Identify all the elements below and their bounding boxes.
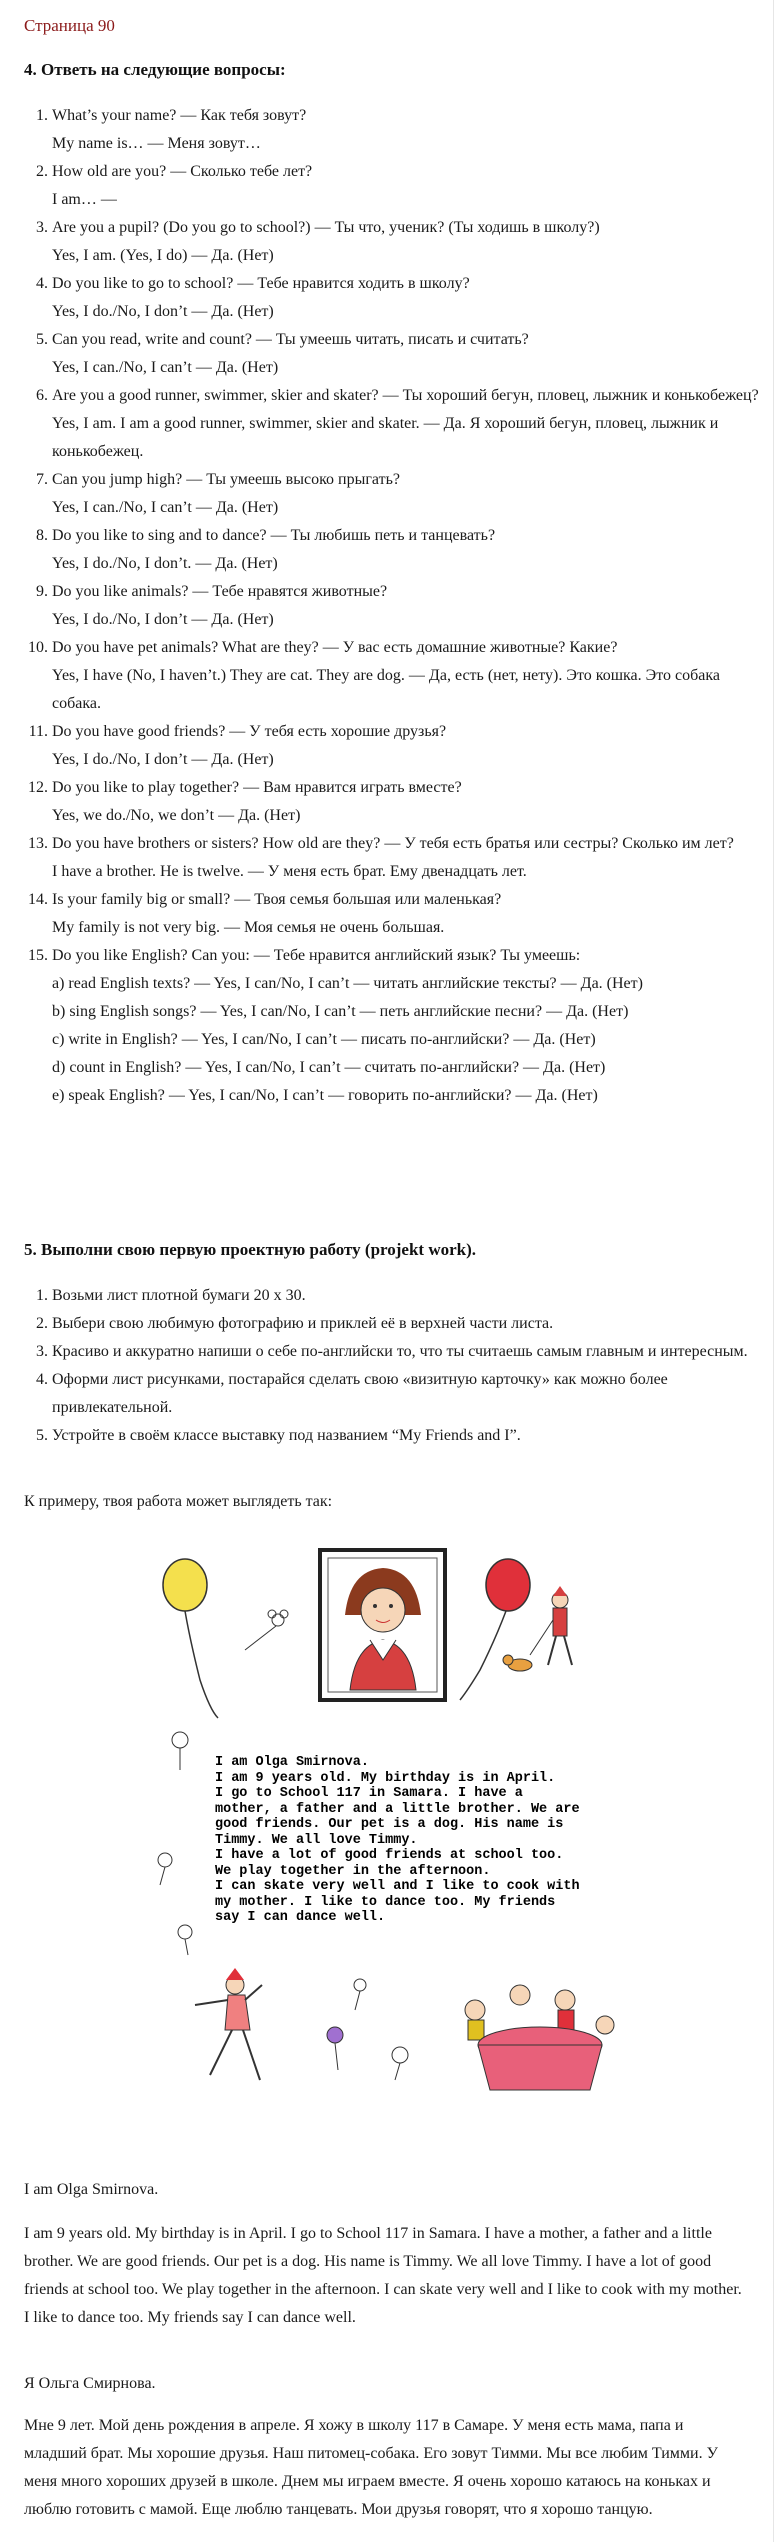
question-item — [52, 326, 772, 382]
answer-text: Yes, I can./No, I can’t — Да. (Нет) — [52, 359, 279, 376]
english-title: I am Olga Smirnova. — [24, 2181, 159, 2198]
answer-text: Yes, we do./No, we don’t — Да. (Нет) — [52, 807, 301, 824]
flower-icon — [392, 2047, 408, 2080]
sub-answer-text: e) speak English? — Yes, I can/No, I can’t — говорить по-английски? — Да. (Нет) — [52, 1087, 598, 1104]
question-item — [52, 774, 772, 830]
answer-text: Yes, I have (No, I haven’t.) They are cat. They are dog. — Да, есть (нет, нету). Это кошка. Это собака собака. — [52, 667, 720, 712]
answer-text: Yes, I do./No, I don’t — Да. (Нет) — [52, 751, 274, 768]
answer-text: My family is not very big. — Моя семья не очень большая. — [52, 919, 445, 936]
question-text: 2. How old are you? — Сколько тебе лет? — [52, 163, 313, 180]
flower-icon — [172, 1732, 188, 1770]
skater-icon — [195, 1968, 262, 2080]
question-text: 1. What’s your name? — Как тебя зовут? — [52, 107, 307, 124]
question-text: 15. Do you like English? Can you: — Тебе нравится английский язык? Ты умеешь: — [52, 947, 581, 964]
family-at-table-icon — [465, 1985, 614, 2090]
flower-icon — [327, 2027, 343, 2070]
question-item — [52, 634, 772, 718]
russian-title: Я Ольга Смирнова. — [24, 2375, 156, 2392]
question-text: 5. Can you read, write and count? — Ты умеешь читать, писать и считать? — [52, 331, 529, 348]
answer-text: Yes, I am. (Yes, I do) — Да. (Нет) — [52, 247, 274, 264]
russian-body: Мне 9 лет. Мой день рождения в апреле. Я хожу в школу 117 в Самаре. У меня есть мама, папа и младший брат. Мы хорошие друзья. Наш питомец-собака. Его зовут Тимми. Мы все любим Тимми. У меня много хороших друзей в школе. Днем мы играем вместе. Я очень хорошо катаюсь на коньках и люблю готовить с мамой. Еще люблю танцевать. Мои друзья говорят, что я хорошо танцую. — [24, 2417, 718, 2518]
project-step: 1. Возьми лист плотной бумаги 20 х 30. — [52, 1282, 772, 1310]
question-item — [52, 522, 772, 578]
question-item — [52, 270, 772, 326]
answer-text: My name is… — Меня зовут… — [52, 135, 261, 152]
yellow-balloon-icon — [163, 1559, 218, 1718]
flower-icon — [354, 1979, 366, 2010]
illustration-text: I am Olga Smirnova. I am 9 years old. My birthday is in April. I go to School 117 in Samara. I have a mother, a father and a little brother. We are good friends. Our pet is a dog. His name is Timmy. We all love Timmy. I have a lot of good friends at school too. We play together in the afternoon. I can skate very well and I like to cook with my mother. I like to dance too. My friends say I can dance well. — [215, 1755, 580, 1925]
example-intro: К примеру, твоя работа может выглядеть так: — [24, 1493, 333, 1510]
project-step: 3. Красиво и аккуратно напиши о себе по-английски то, что ты считаешь самым главным и интересным. — [52, 1338, 772, 1366]
page-number: Страница 90 — [24, 16, 115, 35]
sub-answer-text: c) write in English? — Yes, I can/No, I can’t — писать по-английски? — Да. (Нет) — [52, 1031, 596, 1048]
question-text: 10. Do you have pet animals? What are they? — У вас есть домашние животные? Какие? — [52, 639, 618, 656]
question-text: 9. Do you like animals? — Тебе нравятся животные? — [52, 583, 388, 600]
section-4-heading: 4. Ответь на следующие вопросы: — [24, 60, 286, 79]
question-item — [52, 466, 772, 522]
section-5-heading: 5. Выполни свою первую проектную работу (projekt work). — [24, 1240, 477, 1259]
sub-answer-text: d) count in English? — Yes, I can/No, I can’t — считать по-английски? — Да. (Нет) — [52, 1059, 606, 1076]
english-body: I am 9 years old. My birthday is in April. I go to School 117 in Samara. I have a mother, a father and a little brother. We are good friends. Our pet is a dog. His name is Timmy. We all love Timmy. I have a lot of good friends at school too. We play together in the afternoon. I can skate very well and I like to cook with my mother. I like to dance too. My friends say I can dance well. — [24, 2225, 742, 2326]
question-item — [52, 830, 772, 886]
question-text: 7. Can you jump high? — Ты умеешь высоко прыгать? — [52, 471, 400, 488]
question-item — [52, 102, 772, 158]
answer-text: Yes, I do./No, I don’t. — Да. (Нет) — [52, 555, 278, 572]
flower-icon — [158, 1853, 172, 1885]
question-item — [52, 886, 772, 942]
answer-text: Yes, I do./No, I don’t — Да. (Нет) — [52, 611, 274, 628]
question-text: 13. Do you have brothers or sisters? How old are they? — У тебя есть братья или сестры? Сколько им лет? — [52, 835, 734, 852]
answer-text: Yes, I can./No, I can’t — Да. (Нет) — [52, 499, 279, 516]
flower-icon — [178, 1925, 192, 1955]
question-text: 3. Are you a pupil? (Do you go to school?) — Ты что, ученик? (Ты ходишь в школу?) — [52, 219, 600, 236]
project-step: 2. Выбери свою любимую фотографию и приклей её в верхней части листа. — [52, 1310, 772, 1338]
project-step: 5. Устройте в своём классе выставку под названием “My Friends and I”. — [52, 1422, 772, 1450]
question-item — [52, 158, 772, 214]
answer-text: Yes, I am. I am a good runner, swimmer, skier and skater. — Да. Я хороший бегун, пловец, лыжник и конькобежец. — [52, 415, 719, 460]
flower-icon — [245, 1610, 288, 1650]
question-item — [52, 942, 772, 1110]
answer-text: Yes, I do./No, I don’t — Да. (Нет) — [52, 303, 274, 320]
questions-list — [24, 102, 772, 1110]
project-steps-list — [24, 1282, 772, 1450]
question-item — [52, 214, 772, 270]
question-text: 12. Do you like to play together? — Вам нравится играть вместе? — [52, 779, 462, 796]
sub-answer-text: b) sing English songs? — Yes, I can/No, I can’t — петь английские песни? — Да. (Нет) — [52, 1003, 629, 1020]
question-text: 14. Is your family big or small? — Твоя семья большая или маленькая? — [52, 891, 502, 908]
question-item — [52, 578, 772, 634]
question-item — [52, 718, 772, 774]
answer-text: I am… — — [52, 191, 117, 208]
question-text: 4. Do you like to go to school? — Тебе нравится ходить в школу? — [52, 275, 470, 292]
red-balloon-icon — [460, 1559, 530, 1700]
project-step: 4. Оформи лист рисунками, постарайся сделать свою «визитную карточку» как можно более привлекательной. — [52, 1366, 772, 1422]
sub-answer-text: a) read English texts? — Yes, I can/No, I can’t — читать английские тексты? — Да. (Нет) — [52, 975, 643, 992]
question-text: 6. Are you a good runner, swimmer, skier and skater? — Ты хороший бегун, пловец, лыжник и конькобежец? — [52, 387, 759, 404]
question-text: 11. Do you have good friends? — У тебя есть хорошие друзья? — [52, 723, 447, 740]
question-text: 8. Do you like to sing and to dance? — Ты любишь петь и танцевать? — [52, 527, 496, 544]
answer-text: I have a brother. He is twelve. — У меня есть брат. Ему двенадцать лет. — [52, 863, 527, 880]
question-item — [52, 382, 772, 466]
portrait-photo — [320, 1550, 445, 1700]
